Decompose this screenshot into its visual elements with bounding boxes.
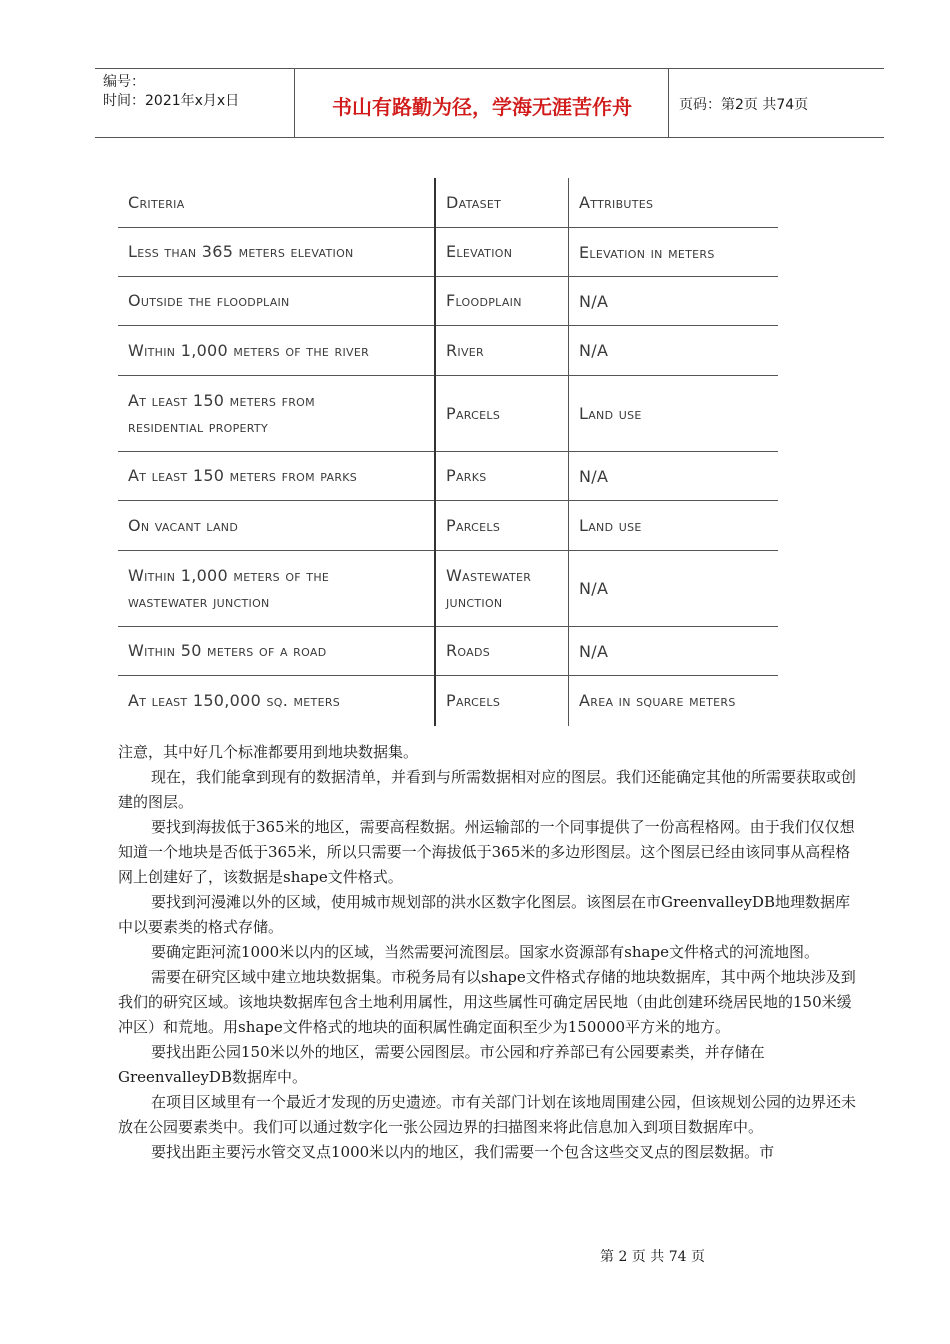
cell-dataset-line: Parcels	[446, 690, 501, 710]
cell-criteria-line: At least 150,000 sq. meters	[128, 690, 341, 710]
cell-dataset-line: Floodplain	[446, 291, 522, 310]
table-body	[118, 228, 778, 726]
header-page-info: 页码：第2页 共74页	[679, 97, 809, 113]
table-row	[118, 627, 778, 676]
table-header-row	[118, 178, 778, 228]
cell-dataset-line: Roads	[446, 641, 491, 660]
cell-criteria	[118, 501, 435, 551]
table-row	[118, 501, 778, 551]
cell-dataset	[435, 501, 569, 551]
criteria-table	[118, 178, 778, 726]
cell-attributes: Land use	[569, 501, 779, 551]
cell-criteria	[118, 452, 435, 501]
paragraph: 注意，其中好几个标准都要用到地块数据集。	[118, 743, 419, 761]
table-row	[118, 277, 778, 326]
cell-dataset	[435, 228, 569, 277]
cell-dataset-line: Wastewater	[446, 565, 532, 585]
cell-criteria	[118, 277, 435, 326]
cell-dataset-line: Parks	[446, 466, 487, 485]
cell-criteria	[118, 551, 435, 627]
cell-attributes: Area in square meters	[569, 676, 779, 726]
cell-criteria	[118, 228, 435, 277]
cell-attributes: Land use	[569, 376, 779, 452]
page-header	[95, 68, 884, 138]
table-row	[118, 676, 778, 726]
cell-criteria-line: Less than 365 meters elevation	[128, 242, 354, 261]
cell-dataset	[435, 277, 569, 326]
cell-attributes: N/A	[569, 277, 779, 326]
body-text	[118, 740, 858, 1165]
paragraph: 在项目区域里有一个最近才发现的历史遗迹。市有关部门计划在该地周围建公园，但该规划公园的边界还未放在公园要素类中。我们可以通过数字化一张公园边界的扫描图来将此信息加入到项目数据库中。	[118, 1093, 857, 1136]
cell-attributes: Elevation in meters	[569, 228, 779, 277]
cell-dataset	[435, 452, 569, 501]
table-row	[118, 326, 778, 376]
column-header-attributes: Attributes	[569, 178, 779, 228]
paragraph: 要找出距主要污水管交叉点1000米以内的地区，我们需要一个包含这些交叉点的图层数据。市	[151, 1143, 775, 1161]
cell-dataset	[435, 627, 569, 676]
cell-dataset-line: junction	[446, 591, 503, 611]
table-row	[118, 452, 778, 501]
table-row	[118, 376, 778, 452]
paragraph: 要找到河漫滩以外的区域，使用城市规划部的洪水区数字化图层。该图层在市GreenvalleyDB地理数据库中以要素类的格式存储。	[118, 893, 850, 936]
cell-criteria-line: residential property	[128, 416, 268, 436]
cell-dataset	[435, 676, 569, 726]
cell-criteria-line: At least 150 meters from	[128, 390, 315, 410]
paragraph: 要找出距公园150米以外的地区，需要公园图层。市公园和疗养部已有公园要素类，并存储在GreenvalleyDB数据库中。	[118, 1043, 765, 1086]
cell-attributes: N/A	[569, 551, 779, 627]
cell-criteria	[118, 326, 435, 376]
cell-dataset-line: Parcels	[446, 403, 501, 423]
table-row	[118, 228, 778, 277]
header-motto: 书山有路勤为径，学海无涯苦作舟	[332, 95, 632, 119]
header-meta	[103, 73, 239, 111]
page-footer: 第 2 页 共 74 页	[600, 1249, 705, 1265]
cell-criteria-line: Within 50 meters of a road	[128, 641, 327, 660]
paragraph: 要确定距河流1000米以内的区域，当然需要河流图层。国家水资源部有shape文件格式的河流地图。	[151, 943, 819, 961]
cell-dataset	[435, 376, 569, 452]
cell-criteria-line: On vacant land	[128, 515, 239, 535]
cell-criteria-line: Within 1,000 meters of the river	[128, 340, 370, 360]
cell-attributes: N/A	[569, 452, 779, 501]
time-label: 时间：2021年x月x日	[103, 93, 240, 109]
cell-dataset-line: Elevation	[446, 242, 513, 261]
column-header-criteria: Criteria	[118, 178, 435, 228]
paragraph: 要找到海拔低于365米的地区，需要高程数据。州运输部的一个同事提供了一份高程格网。由于我们仅仅想知道一个地块是否低于365米，所以只需要一个海拔低于365米的多边形图层。这个图层已经由该同事从高程格网上创建好了，该数据是shape文件格式。	[118, 818, 855, 886]
column-header-dataset: Dataset	[435, 178, 569, 228]
cell-dataset-line: Parcels	[446, 515, 501, 535]
cell-criteria-line: At least 150 meters from parks	[128, 466, 358, 485]
cell-attributes: N/A	[569, 627, 779, 676]
table-row	[118, 551, 778, 627]
cell-criteria-line: Within 1,000 meters of the	[128, 565, 330, 585]
paragraph: 需要在研究区域中建立地块数据集。市税务局有以shape文件格式存储的地块数据库，其中两个地块涉及到我们的研究区域。该地块数据库包含土地利用属性，用这些属性可确定居民地（由此创建环绕居民地的150米缓冲区）和荒地。用shape文件格式的地块的面积属性确定面积至少为150000平方米的地方。	[118, 968, 856, 1036]
cell-dataset-line: River	[446, 340, 484, 360]
cell-dataset	[435, 326, 569, 376]
cell-dataset	[435, 551, 569, 627]
cell-attributes: N/A	[569, 326, 779, 376]
paragraph: 现在，我们能拿到现有的数据清单，并看到与所需数据相对应的图层。我们还能确定其他的所需要获取或创建的图层。	[118, 768, 857, 811]
cell-criteria	[118, 376, 435, 452]
cell-criteria	[118, 676, 435, 726]
cell-criteria-line: Outside the floodplain	[128, 291, 290, 310]
cell-criteria	[118, 627, 435, 676]
number-label: 编号：	[103, 74, 145, 90]
cell-criteria-line: wastewater junction	[128, 591, 270, 611]
